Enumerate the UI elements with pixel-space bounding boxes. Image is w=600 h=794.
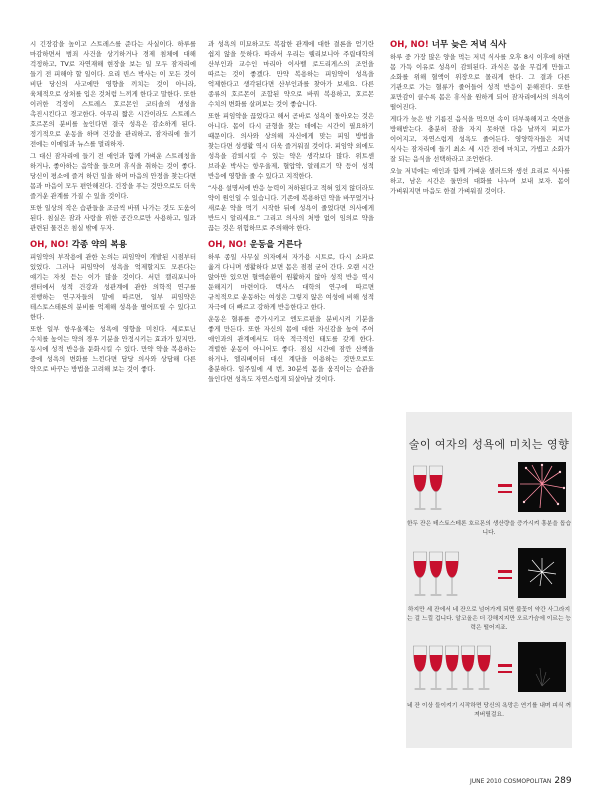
body-paragraph: 또한 일상의 작은 습관들을 조금씩 바꿔 나가는 것도 도움이 된다. 침실은 잠과 사랑을 위한 공간으로만 사용하고, 일과 관련된 물건은 침실 밖에 두자. [30,203,196,232]
smoke-icon [518,642,566,692]
page-number: 289 [554,776,572,786]
section-title: 운동을 거른다 [249,239,302,250]
oh-no-label: OH, NO! [390,40,429,50]
body-paragraph: 하루 종일 사무실 의자에서 자가용 시트로, 다시 소파로 옮겨 다니며 생활하다 보면 몸은 점점 굳어 간다. 오랜 시간 앉아만 있으면 혈액순환이 원활하지 않아 성적 반응 역시 둔해지기 마련이다. 텍사스 대학의 연구에 따르면 규칙적으로 운동하는 여성은 그렇지 않은 여성에 비해 성적 자극에 더 빠르고 강하게 반응한다고 한다. [208,252,374,311]
wine-glasses-icon-row-1 [410,462,494,516]
fireworks-image-medium [518,548,566,598]
section-heading-late-dinner [390,40,570,50]
section-heading-exercise [208,240,374,250]
wine-glass-icon [413,646,426,689]
page-footer [470,776,580,786]
body-paragraph: 운동은 혈류를 증가시키고 엔도르핀을 분비시켜 기분을 좋게 만든다. 또한 자신의 몸에 대한 자신감을 높여 주어 애인과의 관계에서도 더욱 적극적인 태도를 갖게 한다. 격렬한 운동이 아니어도 좋다. 점심 시간에 잠깐 산책을 하거나, 엘리베이터 대신 계단을 이용하는 것만으로도 충분하다. 일주일에 세 번, 30분씩 몸을 움직이는 습관을 들인다면 성욕도 자연스럽게 되살아날 것이다. [208,314,374,383]
wine-glass-icon [445,552,458,595]
oh-no-label: OH, NO! [208,239,247,250]
magazine-issue: JUNE 2010 COSMOPOLITAN [470,778,552,785]
infobox-caption-1: 한두 잔은 테스토스테론 호르몬의 생산량을 증가시켜 흥분을 돕습니다. [406,521,572,536]
wine-glasses-icon-row-3 [410,642,494,696]
wine-glasses-icon-row-2 [410,548,494,602]
wine-glass-icon [477,646,490,689]
wine-glass-icon [461,646,474,689]
body-paragraph: 피임약의 부작용에 관한 논의는 피임약이 개발된 시점부터 있었다. 그러나 피임약이 성욕을 억제할지도 모른다는 얘기는 자칫 듣는 이가 많을 것이다. 서던 캘리포니아 센터에서 성적 건강과 성관계에 관한 의학적 연구를 진행하는 연구자들의 말에 따르면, 일부 피임약은 테스토스테론의 분비를 억제해 성욕을 떨어뜨릴 수 있다고 한다. [30,252,196,321]
body-paragraph: 시 긴장감을 높이고 스트레스를 준다는 사실이다. 하루를 마감하면서 범죄 사건을 상기하거나 경제 침체에 대해 걱정하고, TV로 자연재해 현장을 보는 일 모두 잠자리에 들기 전 피해야 할 일이다. 요리 빈스 박사는 이 모든 것이 비단 당신의 사고에만 영향을 끼치는 것이 아니라, 육체적으로 상처를 입은 것처럼 느끼게 한다고 말한다. 또한 이러한 걱정이 스트레스 호르몬인 코티솔의 생성을 촉진시킨다고 경고한다. 아무리 짧은 시간이라도 스트레스 호르몬의 분비를 높인다면 결국 성욕은 감소하게 된다. 정기적으로 운동을 하며 건강을 관리하고, 잠자리에 들기 전에는 이메일과 뉴스를 멀리하자. [30,40,196,148]
infobox-title: 술이 여자의 성욕에 미치는 영향 [408,438,570,451]
equals-sign-icon [498,484,512,493]
wine-glass-icon [429,466,442,509]
body-paragraph: 그 대신 잠자리에 들기 전 애인과 함께 가벼운 스트레칭을 하거나, 좋아하는 음악을 들으며 휴식을 취하는 것이 좋다. 당신이 평소에 즐겨 하던 일을 하며 마음의 안정을 찾는다면 몸과 마음이 모두 편안해진다. 긴장을 푸는 것만으로도 더욱 즐거운 관계를 가질 수 있을 것이다. [30,151,196,200]
body-paragraph: 하루 중 가장 많은 양을 먹는 저녁 식사를 오후 8시 이후에 하면 몸 가득 이유로 성욕이 감퇴된다. 과식은 몸을 무겁게 만들고 소화를 위해 혈액이 위장으로 몰리게 한다. 그 결과 다른 기관으로 가는 혈류가 줄어들어 성적 반응이 둔해진다. 또한 포만감이 클수록 몸은 휴식을 원하게 되어 잠자리에서의 의욕이 떨어진다. [390,53,570,112]
body-paragraph: 또한 피임약을 끊었다고 해서 곧바로 성욕이 돌아오는 것은 아니다. 몸이 다시 균형을 찾는 데에는 시간이 필요하기 때문이다. 의사와 상의해 자신에게 맞는 피임 방법을 찾는다면 성생활 역시 더욱 즐거워질 것이다. 피임약 외에도 성욕을 감퇴시킬 수 있는 약은 생각보다 많다. 위트센 브라운 박사는 항우울제, 혈압약, 알레르기 약 등이 성적 반응에 영향을 줄 수 있다고 지적한다. [208,111,374,180]
wine-glass-icon [413,552,426,595]
section-title: 각종 약의 복용 [71,239,127,250]
body-paragraph: 게다가 늦은 밤 기름진 음식을 먹으면 속이 더부룩해지고 숙면을 방해받는다. 충분히 잠을 자지 못하면 다음 날까지 피로가 이어지고, 자연스럽게 성욕도 줄어든다. 영양학자들은 저녁 식사는 잠자리에 들기 최소 세 시간 전에 마치고, 가볍고 소화가 잘 되는 음식을 선택하라고 조언한다. [390,115,570,164]
wine-glass-icon [413,466,426,509]
article-column-3 [390,40,570,199]
body-paragraph: 오늘 저녁에는 애인과 함께 가벼운 샐러드와 생선 요리로 식사를 하고, 남은 시간은 둘만의 대화를 나누며 보내 보자. 몸이 가벼워지면 마음도 한결 가벼워질 것이다. [390,167,570,195]
oh-no-label: OH, NO! [30,239,69,250]
section-heading-medication [30,240,196,250]
equals-sign-icon [498,570,512,579]
infobox-caption-2: 하지만 세 잔에서 네 잔으로 넘어가게 되면 불꽃이 약간 사그라지는 걸 느낄 겁니다. 알코올은 더 강해지지만 오르가슴에 이르는 능력은 떨어지죠. [406,607,572,631]
fireworks-icon [518,462,566,512]
body-paragraph: 과 성욕의 미묘하고도 복잡한 관계에 대한 결론을 얻기란 쉽지 않을 듯하다. 따라서 우리는 웰리보니아 주립대학의 산부인과 교수인 마리아 이사벨 로드리게스의 조언을 따르는 것이 좋겠다. 만약 복용하는 피임약이 성욕을 억제한다고 생각된다면 산부인과를 찾아가 보세요. 다른 종류의 호르몬이 조합된 약으로 바꿔 복용하고, 호르몬 수치의 변화를 살펴보는 것이 좋습니다. [208,40,374,108]
article-column-1 [30,40,196,377]
fireworks-image-fading [518,642,566,692]
wine-glass-icon [429,646,442,689]
body-paragraph: “사용 설명서에 반응 능력이 저하된다고 적혀 있지 않더라도 약이 원인일 수 있습니다. 기존에 복용하던 약을 바꾸었거나 새로운 약을 먹기 시작한 뒤에 성욕이 줄었다면 의사에게 반드시 알리세요.” 그리고 의사의 처방 없이 임의로 약을 끊는 것은 위험하므로 주의해야 한다. [208,183,374,232]
wine-glass-icon [429,552,442,595]
body-paragraph: 또한 일부 항우울제는 성욕에 영향을 미친다. 세로토닌 수치를 높이는 약의 경우 기분을 안정시키는 효과가 있지만, 동시에 성적 반응을 둔화시킬 수 있다. 만약 약을 복용하는 중에 성욕의 변화를 느낀다면 담당 의사와 상담해 다른 약으로 바꾸는 방법을 고려해 보는 것이 좋다. [30,324,196,373]
section-title: 너무 늦은 저녁 식사 [431,40,507,50]
fireworks-icon [518,548,566,598]
fireworks-image-large [518,462,566,512]
wine-glass-icon [445,646,458,689]
equals-sign-icon [498,664,512,673]
infobox-caption-3: 네 잔 이상 들이켜기 시작하면 당신의 욕망은 연기를 내며 피식 꺼져버릴걸요. [406,703,572,718]
article-column-2 [208,40,374,387]
